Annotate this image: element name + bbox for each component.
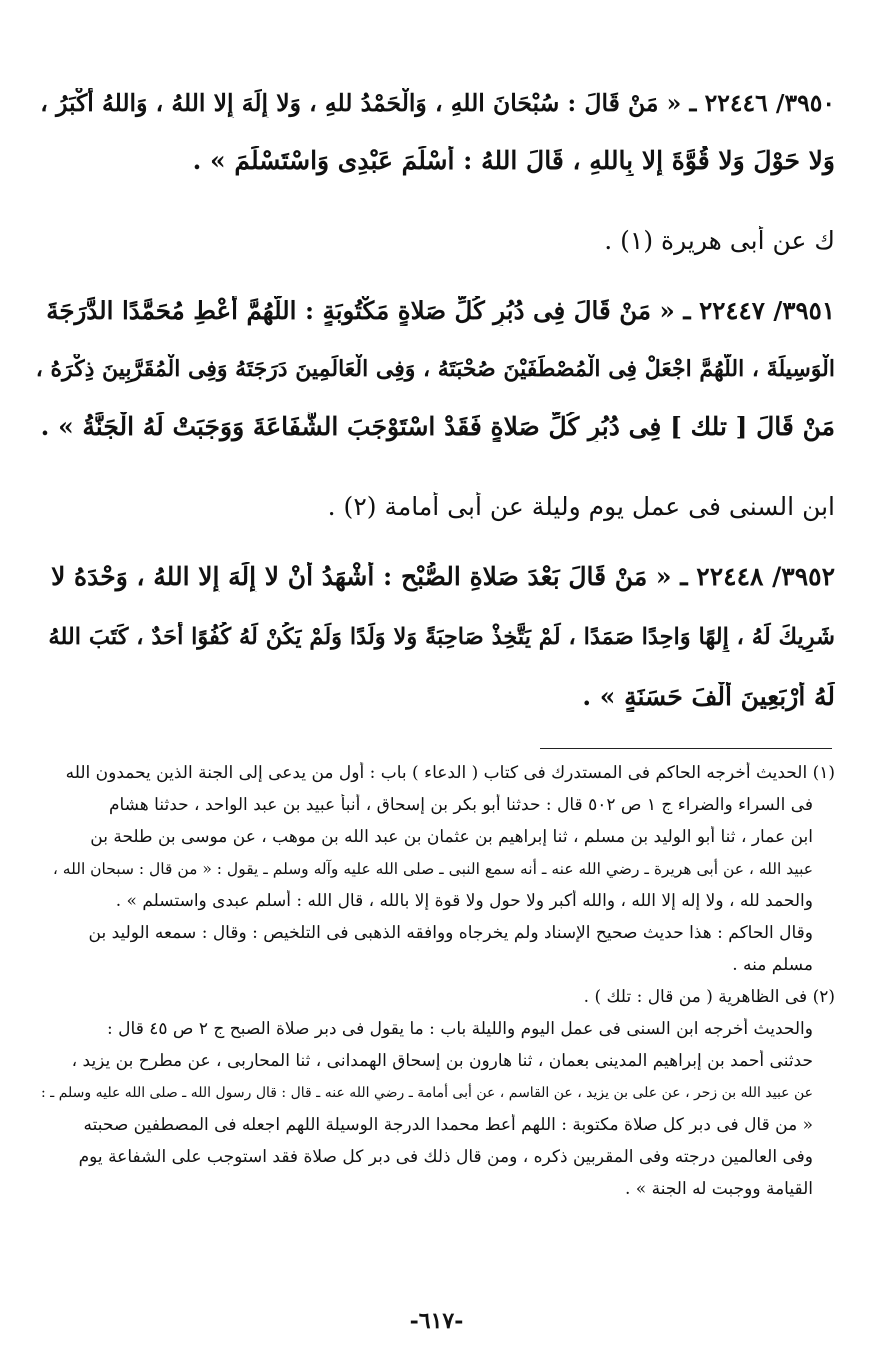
footnote-1-line-4: عبيد الله ، عن أبى هريرة ـ رضي الله عنه ـ أنه سمع النبى ـ صلى الله عليه وآله وسلم ـ يقول : « من قال : سبحان الله ، xyxy=(52,860,813,878)
hadith-3952-line-1: ٣٩٥٢/ ٢٢٤٤٨ ـ « مَنْ قَالَ بَعْدَ صَلاةِ الصُّبْحِ : أَشْهَدُ أَنْ لا إِلَهَ إِلا اللهُ ، وَحْدَهُ لا xyxy=(51,562,835,591)
hadith-3951-line-3: مَنْ قَالَ [ تلك ] فِى دُبُرِ كُلِّ صَلاةٍ فَقَدْ اسْتَوْجَبَ الشَّفَاعَةَ وَوَجَبَتْ لَهُ الْجَنَّةُ » . xyxy=(40,412,835,441)
footnote-1-line-3: ابن عمار ، ثنا أبو الوليد بن مسلم ، ثنا إبراهيم بن عثمان بن عبد الله بن موهب ، عن موسى بن طلحة بن xyxy=(90,827,813,847)
hadith-3951-source: ابن السنى فى عمل يوم وليلة عن أبى أُمامة (٢) . xyxy=(327,492,835,521)
footnote-separator xyxy=(540,748,832,749)
footnote-2-line-6: وفى العالمين درجته وفى المقربين ذكره ، ومن قال ذلك فى دبر كل صلاة فقد استوجب على الشفاعة يوم xyxy=(78,1147,813,1167)
footnote-2-line-2: والحديث أخرجه ابن السنى فى عمل اليوم والليلة باب : ما يقول فى دبر صلاة الصبح ج ٢ ص ٤٥ قال : xyxy=(107,1019,813,1039)
hadith-3951-line-2: الْوَسِيلَةَ ، اللَّهُمَّ اجْعَلْ فِى الْمُصْطَفَيْنَ صُحْبَتَهُ ، وَفِى الْعَالَمِينَ دَرَجَتَهُ وَفِى الْمُقَرَّبِينَ ذِكْرَهُ ، xyxy=(35,356,835,382)
hadith-3950-line-2: وَلا حَوْلَ وَلا قُوَّةَ إِلا بِاللهِ ، قَالَ اللهُ : أَسْلَمَ عَبْدِى وَاسْتَسْلَمَ » . xyxy=(192,146,835,175)
hadith-3952-line-2: شَرِيكَ لَهُ ، إِلهًا وَاحِدًا صَمَدًا ، لَمْ يَتَّخِذْ صَاحِبَةً وَلا وَلَدًا وَلَمْ يَكُنْ لَهُ كُفُوًا أَحَدٌ ، كَتَبَ اللهُ xyxy=(48,624,835,650)
hadith-3952-line-3: لَهُ أَرْبَعِينَ أَلْفَ حَسَنَةٍ » . xyxy=(582,682,835,711)
hadith-3950-line-1: ٣٩٥٠/ ٢٢٤٤٦ ـ « مَنْ قَالَ : سُبْحَانَ اللهِ ، وَالْحَمْدُ للهِ ، وَلا إِلَهَ إِلا اللهُ ، وَاللهُ أَكْبَرُ ، xyxy=(40,89,835,117)
footnote-2-line-3: حدثنى أحمد بن إبراهيم المدينى بعمان ، ثنا هارون بن إسحاق الهمدانى ، ثنا المحاربى ، عن مطرح بن يزيد ، xyxy=(71,1051,813,1071)
footnote-1-line-1: (١) الحديث أخرجه الحاكم فى المستدرك فى كتاب ( الدعاء ) باب : أول من يدعى إلى الجنة الذين يحمدون الله xyxy=(65,763,835,783)
hadith-3950-source: ك عن أبى هريرة (١) . xyxy=(604,226,835,255)
hadith-3951-line-1: ٣٩٥١/ ٢٢٤٤٧ ـ « مَنْ قَالَ فِى دُبُرِ كُلِّ صَلاةٍ مَكْتُوبَةٍ : اللَّهُمَّ أَعْطِ مُحَمَّدًا الدَّرَجَةَ xyxy=(46,296,835,325)
footnote-1-line-7: مسلم منه . xyxy=(732,955,813,975)
footnote-1-line-2: فى السراء والضراء ج ١ ص ٥٠٢ قال : حدثنا أبو بكر بن إسحاق ، أنبأ عبيد بن عبد الواحد ، حدثنا هشام xyxy=(108,795,813,815)
footnote-2-line-5: « من قال فى دبر كل صلاة مكتوبة : اللهم أعط محمدا الدرجة الوسيلة اللهم اجعله فى المصطفين صحبته xyxy=(83,1115,813,1135)
footnote-1-line-6: وقال الحاكم : هذا حديث صحيح الإسناد ولم يخرجاه ووافقه الذهبى فى التلخيص : وقال : سمعه الوليد بن xyxy=(88,923,813,943)
footnote-2-line-1: (٢) فى الظاهرية ( من قال : تلك ) . xyxy=(583,987,835,1007)
page-number: -٦١٧- xyxy=(409,1308,464,1334)
footnote-2-line-7: القيامة ووجبت له الجنة » . xyxy=(624,1179,813,1199)
footnote-1-line-5: والحمد لله ، ولا إله إلا الله ، والله أكبر ولا حول ولا قوة إلا بالله ، قال الله : أسلم عبدى واستسلم » . xyxy=(115,891,813,911)
footnote-2-line-4: عن عبيد الله بن زحر ، عن على بن يزيد ، عن القاسم ، عن أبى أمامة ـ رضي الله عنه ـ قال : قال رسول الله ـ صلى الله عليه وسلم ـ : xyxy=(41,1085,813,1101)
